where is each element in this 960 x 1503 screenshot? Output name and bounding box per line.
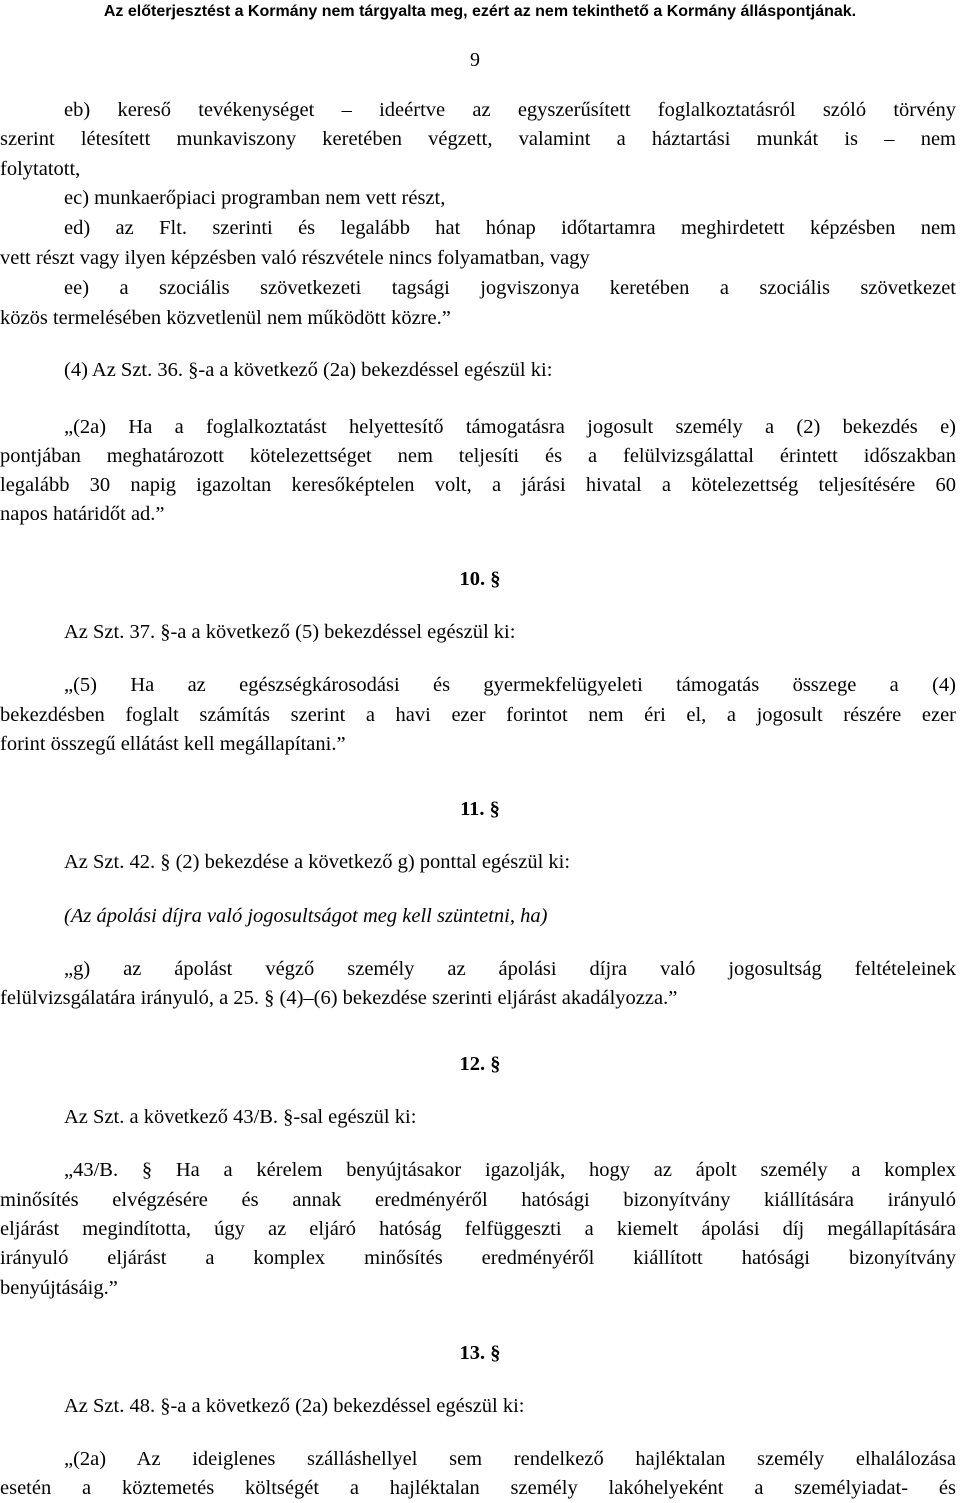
text-line: felülvizsgálatára irányuló, a 25. § (4)–(6) bekezdése szerinti eljárást akadályozza.” xyxy=(0,987,678,1009)
text-line: legalább 30 napig igazoltan keresőképtelen volt, a járási hivatal a kötelezettség teljesítésére 60 xyxy=(0,474,956,496)
text-line: minősítés elvégzésére és annak eredményéről hatósági bizonyítvány kiállítására irányuló xyxy=(0,1189,956,1211)
text-line: ed) az Flt. szerinti és legalább hat hónap időtartamra meghirdetett képzésben nem xyxy=(64,217,956,239)
text-line: esetén a köztemetés költségét a hajléktalan személy lakóhelyeként a személyiadat- és xyxy=(0,1477,956,1499)
text-line: Az Szt. 48. §-a a következő (2a) bekezdéssel egészül ki: xyxy=(64,1395,525,1417)
section-heading: 12. § xyxy=(459,1053,501,1075)
text-line: „43/B. § Ha a kérelem benyújtásakor igazolják, hogy az ápolt személy a komplex xyxy=(64,1159,956,1181)
text-line: vett részt vagy ilyen képzésben való részvétele nincs folyamatban, vagy xyxy=(0,247,590,269)
page-number: 9 xyxy=(470,49,480,71)
text-line: forint összegű ellátást kell megállapítani.” xyxy=(0,733,346,755)
text-line: benyújtásáig.” xyxy=(0,1277,118,1299)
text-line: „(2a) Az ideiglenes szálláshellyel sem rendelkező hajléktalan személy elhalálozása xyxy=(64,1448,956,1470)
text-line: „g) az ápolást végző személy az ápolási díjra való jogosultság feltételeinek xyxy=(64,958,956,980)
text-line: ec) munkaerőpiaci programban nem vett részt, xyxy=(64,187,446,209)
text-line: „(5) Ha az egészségkárosodási és gyermekfelügyeleti támogatás összege a (4) xyxy=(64,674,956,696)
text-line: (4) Az Szt. 36. §-a a következő (2a) bekezdéssel egészül ki: xyxy=(64,359,553,381)
page-header: Az előterjesztést a Kormány nem tárgyalta meg, ezért az nem tekinthető a Kormány álláspontjának. xyxy=(103,3,857,20)
section-heading: 11. § xyxy=(460,798,500,820)
text-line: szerint létesített munkaviszony keretében végzett, valamint a háztartási munkát is – nem xyxy=(0,128,956,150)
text-line: eljárást megindította, úgy az eljáró hatóság felfüggeszti a kiemelt ápolási díj megállapítására xyxy=(0,1218,956,1240)
text-line: pontjában meghatározott kötelezettséget nem teljesíti és a felülvizsgálattal érintett időszakban xyxy=(0,445,956,467)
text-line: Az Szt. a következő 43/B. §-sal egészül ki: xyxy=(64,1106,417,1128)
section-heading: 10. § xyxy=(459,568,501,590)
text-line: közös termelésében közvetlenül nem működött közre.” xyxy=(0,307,451,329)
text-line: „(2a) Ha a foglalkoztatást helyettesítő támogatásra jogosult személy a (2) bekezdés e) xyxy=(64,416,956,438)
text-line: eb) kereső tevékenységet – ideértve az egyszerűsített foglalkoztatásról szóló törvény xyxy=(64,99,956,121)
text-line: Az Szt. 37. §-a a következő (5) bekezdéssel egészül ki: xyxy=(64,621,516,643)
text-line: folytatott, xyxy=(0,158,81,180)
text-line: Az Szt. 42. § (2) bekezdése a következő g) ponttal egészül ki: xyxy=(64,851,571,873)
text-line: irányuló eljárást a komplex minősítés eredményéről kiállított hatósági bizonyítvány xyxy=(0,1247,956,1269)
section-heading: 13. § xyxy=(459,1342,501,1364)
text-line: ee) a szociális szövetkezeti tagsági jogviszonya keretében a szociális szövetkezet xyxy=(64,277,956,299)
text-line: bekezdésben foglalt számítás szerint a havi ezer forintot nem éri el, a jogosult részére ezer xyxy=(0,704,956,726)
text-line: napos határidőt ad.” xyxy=(0,503,165,525)
text-line: (Az ápolási díjra való jogosultságot meg kell szüntetni, ha) xyxy=(64,905,548,927)
